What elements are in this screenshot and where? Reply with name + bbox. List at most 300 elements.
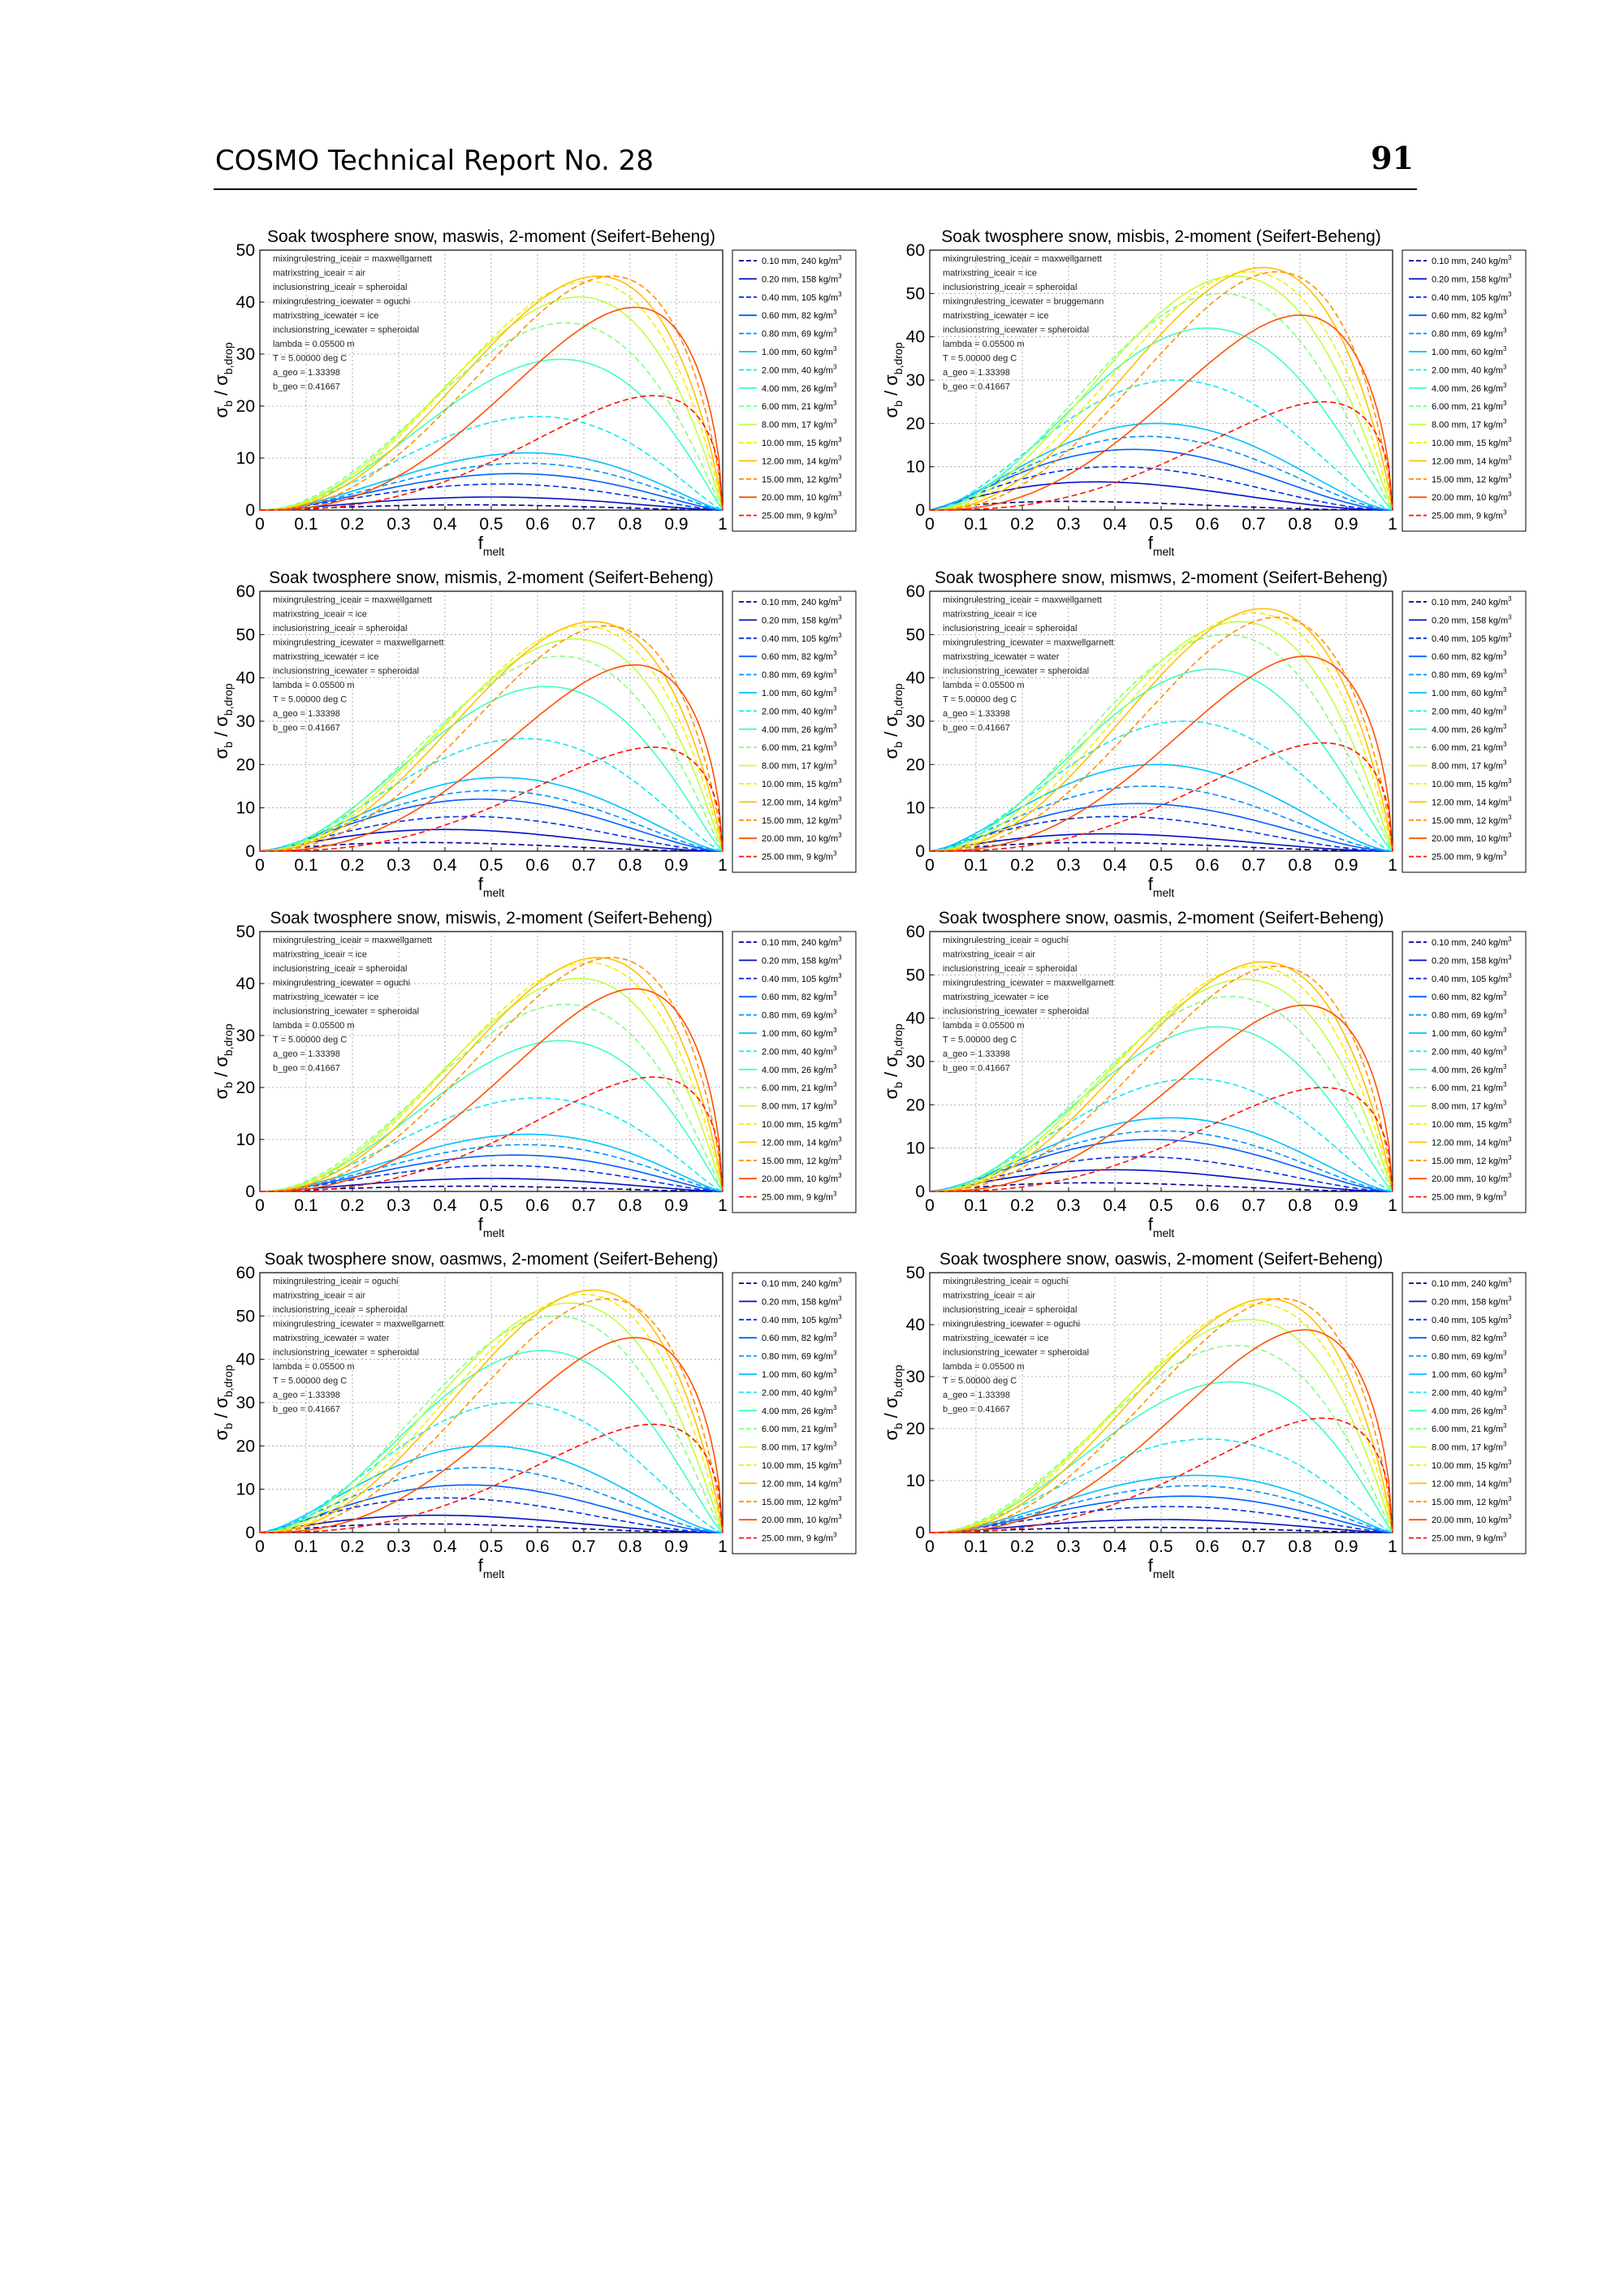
legend-entry-sup: 3 (1503, 381, 1507, 389)
y-axis-label-sub2: b,drop (892, 1364, 905, 1398)
y-tick-label: 20 (905, 1420, 925, 1438)
chart-title: Soak twosphere snow, oaswis, 2-moment (Seifert-Beheng) (939, 1250, 1384, 1269)
legend-entry (1432, 723, 1507, 735)
legend-entry-label: 0.10 mm, 240 kg/m (1432, 938, 1509, 948)
x-tick-label: 0.9 (1334, 856, 1358, 875)
y-tick-label: 10 (235, 449, 255, 468)
x-axis-label-main: f (1147, 533, 1153, 553)
annotation-line: T = 5.00000 deg C (943, 1035, 1017, 1045)
y-axis-label-sub1: b (892, 400, 905, 407)
x-tick-label: 0.5 (479, 856, 503, 875)
y-axis-label-sub1: b (892, 742, 905, 748)
legend-entry (1432, 1009, 1507, 1021)
legend-entry-label: 8.00 mm, 17 kg/m (762, 761, 834, 772)
legend-entry (762, 1081, 837, 1093)
legend-entry (1432, 1441, 1507, 1453)
legend-entry-label: 0.10 mm, 240 kg/m (1432, 257, 1509, 266)
legend-entry (1432, 1118, 1512, 1130)
legend-entry-label: 10.00 mm, 15 kg/m (762, 439, 839, 448)
y-tick-label: 30 (235, 345, 255, 364)
x-tick-label: 1 (1388, 515, 1397, 534)
x-tick-label: 0.5 (479, 515, 503, 534)
legend-entry (1432, 1350, 1507, 1362)
y-axis-label (211, 342, 235, 417)
legend-entry (762, 936, 842, 948)
legend-entry (1432, 509, 1507, 521)
legend-entry-label: 8.00 mm, 17 kg/m (1432, 761, 1504, 772)
legend-entry (1432, 704, 1507, 716)
legend-entry-sup: 3 (838, 1172, 842, 1180)
legend-entry-label: 0.60 mm, 82 kg/m (1432, 992, 1504, 1003)
legend-entry-sup: 3 (838, 472, 842, 480)
legend-entry (762, 795, 842, 807)
page-number: 91 (1371, 140, 1414, 176)
x-tick-label: 1 (718, 1537, 728, 1556)
legend-entry-sup: 3 (838, 795, 842, 803)
legend-entry-label: 2.00 mm, 40 kg/m (1432, 1047, 1504, 1057)
x-tick-label: 0.8 (618, 856, 642, 875)
y-tick-label: 0 (245, 501, 255, 520)
x-tick-label: 0 (925, 1196, 935, 1215)
legend-entry-label: 6.00 mm, 21 kg/m (762, 402, 834, 413)
legend-entry (1432, 473, 1512, 485)
legend-entry (1432, 1313, 1512, 1325)
x-tick-label: 0.6 (1195, 856, 1220, 875)
legend-entry (1432, 1027, 1507, 1039)
x-tick-label: 0.1 (964, 1196, 988, 1215)
annotation-line: matrixstring_icewater = ice (943, 311, 1049, 321)
legend-entry-label: 0.80 mm, 69 kg/m (762, 1351, 834, 1362)
y-tick-label: 50 (235, 923, 255, 941)
x-tick-label: 0.8 (1288, 856, 1312, 875)
legend-entry-sup: 3 (833, 326, 837, 335)
y-tick-label: 10 (235, 1480, 255, 1499)
legend (1402, 250, 1526, 531)
legend-entry (762, 850, 837, 863)
y-tick-label: 50 (235, 1307, 255, 1326)
legend-entry (1432, 1422, 1507, 1434)
legend (732, 1273, 856, 1554)
annotation-line: mixingrulestring_iceair = maxwellgarnett (273, 936, 432, 945)
legend-entry-label: 6.00 mm, 21 kg/m (762, 1083, 834, 1094)
legend-entry-sup: 3 (833, 722, 837, 730)
y-axis-label-sigma: σ (211, 1429, 231, 1441)
annotation-line: matrixstring_icewater = ice (943, 992, 1049, 1002)
x-tick-label: 1 (1388, 1537, 1397, 1556)
x-tick-label: 0.4 (433, 515, 457, 534)
legend-entry-label: 20.00 mm, 10 kg/m (1432, 493, 1509, 504)
y-axis-label-sigma: σ (211, 1087, 231, 1100)
legend-entry (762, 1118, 842, 1130)
legend-entry-sup: 3 (1508, 777, 1512, 785)
legend-entry (1432, 327, 1507, 339)
y-tick-label: 0 (245, 1524, 255, 1542)
legend-entry-label: 2.00 mm, 40 kg/m (762, 707, 834, 717)
legend-entry (762, 1350, 837, 1362)
legend-entry-label: 25.00 mm, 9 kg/m (1432, 1192, 1504, 1203)
chart-panel-4 (881, 559, 1547, 900)
legend-entry-sup: 3 (1503, 686, 1507, 694)
y-axis-label-mid: / σ (211, 374, 231, 401)
legend-entry-sup: 3 (1503, 1062, 1507, 1070)
annotation-line: inclusionstring_iceair = spheroidal (273, 283, 408, 292)
annotation-line: lambda = 0.05500 m (273, 1362, 355, 1372)
legend-entry-label: 4.00 mm, 26 kg/m (1432, 383, 1504, 394)
x-tick-label: 1 (718, 1196, 728, 1215)
x-tick-label: 0.4 (1103, 515, 1127, 534)
x-axis-label-main: f (477, 533, 483, 553)
legend-entry (1432, 686, 1507, 698)
chart-panel-3 (211, 559, 877, 900)
legend-entry-sup: 3 (833, 309, 837, 317)
legend-entry (762, 1295, 842, 1307)
legend-entry (762, 1404, 837, 1416)
legend-entry (762, 1532, 837, 1544)
chart-title: Soak twosphere snow, mismws, 2-moment (Seifert-Beheng) (935, 569, 1388, 587)
legend-entry-label: 20.00 mm, 10 kg/m (762, 834, 839, 845)
legend-entry-label: 15.00 mm, 12 kg/m (1432, 1497, 1509, 1507)
annotation-line: matrixstring_iceair = air (273, 268, 366, 279)
annotation-line: matrixstring_iceair = air (943, 949, 1036, 960)
legend-entry (762, 254, 842, 266)
x-tick-label: 0.3 (1056, 1196, 1081, 1215)
annotation-line: a_geo = 1.33398 (273, 368, 340, 378)
x-tick-label: 0.1 (294, 515, 318, 534)
legend-entry-sup: 3 (833, 850, 837, 858)
legend-entry-sup: 3 (838, 491, 842, 499)
legend-entry-sup: 3 (1508, 1477, 1512, 1485)
legend-entry-label: 15.00 mm, 12 kg/m (762, 1497, 839, 1507)
y-axis-label (881, 342, 905, 417)
legend-entry-sup: 3 (833, 1099, 837, 1107)
x-tick-label: 0.6 (525, 856, 550, 875)
annotation-line: mixingrulestring_icewater = oguchi (943, 1319, 1081, 1330)
legend-entry-sup: 3 (1508, 1277, 1512, 1284)
legend-entry-label: 12.00 mm, 14 kg/m (762, 456, 839, 467)
y-tick-label: 30 (905, 371, 925, 390)
y-tick-label: 40 (905, 1009, 925, 1028)
legend-entry-sup: 3 (838, 1494, 842, 1503)
legend (1402, 591, 1526, 872)
y-tick-label: 20 (235, 1079, 255, 1097)
legend-entry (762, 595, 842, 608)
y-tick-label: 10 (235, 798, 255, 818)
x-tick-label: 0.6 (1195, 515, 1220, 534)
report-title: COSMO Technical Report No. 28 (215, 145, 654, 177)
annotation-line: inclusionstring_iceair = spheroidal (943, 1305, 1078, 1315)
legend-entry-label: 0.40 mm, 105 kg/m (1432, 633, 1509, 644)
y-axis-label-sub2: b,drop (222, 683, 235, 716)
legend-entry-sup: 3 (833, 1331, 837, 1339)
annotation-line: a_geo = 1.33398 (943, 1390, 1010, 1400)
legend-entry-sup: 3 (1508, 613, 1512, 621)
annotation-line: mixingrulestring_icewater = oguchi (273, 978, 411, 988)
legend-entry-sup: 3 (833, 704, 837, 712)
x-tick-label: 0.5 (479, 1196, 503, 1215)
legend-entry (762, 953, 842, 966)
legend-entry-label: 10.00 mm, 15 kg/m (1432, 1461, 1509, 1471)
chart-panel-8 (881, 1240, 1547, 1581)
legend-entry-sup: 3 (1508, 1513, 1512, 1521)
x-axis-label-sub: melt (1152, 1567, 1175, 1580)
legend-entry (1432, 850, 1507, 863)
annotation-line: mixingrulestring_iceair = maxwellgarnett (943, 254, 1102, 264)
y-axis-label-sub2: b,drop (892, 342, 905, 375)
y-tick-label: 40 (905, 1316, 925, 1334)
x-tick-label: 0.3 (387, 515, 411, 534)
x-tick-label: 0.1 (294, 1537, 318, 1556)
legend-entry-label: 15.00 mm, 12 kg/m (762, 1156, 839, 1166)
x-tick-label: 0 (255, 856, 265, 875)
legend-entry-label: 15.00 mm, 12 kg/m (762, 474, 839, 485)
annotation-line: mixingrulestring_iceair = oguchi (273, 1277, 399, 1286)
y-tick-label: 0 (245, 842, 255, 861)
legend-entry-label: 1.00 mm, 60 kg/m (1432, 1370, 1504, 1380)
legend-entry-label: 6.00 mm, 21 kg/m (1432, 1425, 1504, 1435)
legend-entry-label: 4.00 mm, 26 kg/m (762, 1065, 834, 1075)
x-tick-label: 0 (925, 515, 935, 534)
x-axis-label-main: f (477, 1214, 483, 1234)
legend-entry-label: 12.00 mm, 14 kg/m (1432, 1138, 1509, 1148)
legend-entry-label: 0.20 mm, 158 kg/m (762, 956, 839, 966)
legend-entry-sup: 3 (833, 1349, 837, 1357)
x-axis-label-sub: melt (482, 1567, 505, 1580)
legend-entry-sup: 3 (1508, 795, 1512, 803)
y-axis-label-sub2: b,drop (892, 1023, 905, 1057)
x-tick-label: 0.5 (1149, 856, 1173, 875)
x-axis-label-sub: melt (482, 1226, 505, 1239)
legend-entry (762, 1441, 837, 1453)
x-axis-label-sub: melt (1152, 1226, 1175, 1239)
legend-entry (1432, 595, 1512, 608)
x-tick-label: 0.4 (1103, 1537, 1127, 1556)
x-tick-label: 0.6 (1195, 1537, 1220, 1556)
annotation-line: lambda = 0.05500 m (943, 339, 1025, 349)
y-tick-label: 10 (905, 1139, 925, 1158)
legend-entry (1432, 668, 1507, 681)
legend-entry-label: 25.00 mm, 9 kg/m (1432, 852, 1504, 863)
legend-entry-label: 0.40 mm, 105 kg/m (1432, 974, 1509, 984)
x-tick-label: 0.7 (1242, 1537, 1266, 1556)
y-tick-label: 40 (235, 668, 255, 688)
legend-entry-label: 6.00 mm, 21 kg/m (1432, 402, 1504, 413)
legend-entry (762, 473, 842, 485)
legend-entry-label: 0.80 mm, 69 kg/m (1432, 1010, 1504, 1021)
legend-entry-label: 4.00 mm, 26 kg/m (762, 724, 834, 735)
legend-entry-label: 0.60 mm, 82 kg/m (1432, 1334, 1504, 1344)
legend-entry-label: 2.00 mm, 40 kg/m (762, 1388, 834, 1399)
legend-entry-sup: 3 (833, 1081, 837, 1089)
legend-entry-sup: 3 (1503, 1081, 1507, 1089)
y-axis-label-sub2: b,drop (892, 683, 905, 716)
legend-entry-sup: 3 (838, 953, 842, 962)
chart-panel-1 (211, 218, 877, 559)
legend-entry (1432, 972, 1512, 984)
legend-entry-label: 2.00 mm, 40 kg/m (1432, 707, 1504, 717)
legend-entry-label: 10.00 mm, 15 kg/m (762, 1120, 839, 1130)
legend-entry (762, 741, 837, 753)
legend-entry (762, 1063, 837, 1075)
y-tick-label: 50 (235, 625, 255, 645)
legend-entry-sup: 3 (838, 1513, 842, 1521)
legend-entry (1432, 777, 1512, 789)
legend-entry-label: 10.00 mm, 15 kg/m (1432, 1120, 1509, 1130)
x-tick-label: 0.8 (1288, 515, 1312, 534)
legend-entry (1432, 936, 1512, 948)
legend-entry (1432, 436, 1512, 448)
legend-entry-sup: 3 (833, 686, 837, 694)
legend-entry-sup: 3 (1508, 1135, 1512, 1144)
annotation-line: mixingrulestring_iceair = oguchi (943, 1277, 1069, 1286)
chart-title: Soak twosphere snow, oasmis, 2-moment (Seifert-Beheng) (938, 909, 1384, 927)
legend-entry-sup: 3 (833, 381, 837, 389)
legend-entry (762, 1191, 837, 1203)
legend-entry (1432, 613, 1512, 625)
legend-entry-label: 20.00 mm, 10 kg/m (1432, 1516, 1509, 1526)
legend-entry-sup: 3 (833, 400, 837, 408)
legend-entry-label: 20.00 mm, 10 kg/m (762, 1174, 839, 1185)
annotation-line: inclusionstring_icewater = spheroidal (943, 666, 1090, 677)
legend-entry (762, 1495, 842, 1507)
legend-entry-sup: 3 (838, 254, 842, 262)
x-tick-label: 1 (718, 856, 728, 875)
x-tick-label: 0 (255, 1196, 265, 1215)
legend-entry-sup: 3 (1503, 650, 1507, 658)
legend-entry-label: 0.10 mm, 240 kg/m (762, 598, 839, 608)
x-tick-label: 0.8 (618, 1196, 642, 1215)
chart-title: Soak twosphere snow, miswis, 2-moment (Seifert-Beheng) (270, 909, 713, 927)
y-axis-label-sub1: b (222, 400, 235, 407)
legend-entry-sup: 3 (1503, 345, 1507, 352)
annotation-line: matrixstring_iceair = ice (943, 609, 1037, 620)
x-tick-label: 0.9 (1334, 1537, 1358, 1556)
x-tick-label: 0.5 (1149, 1196, 1173, 1215)
legend (732, 250, 856, 531)
legend-entry-label: 25.00 mm, 9 kg/m (1432, 1533, 1504, 1544)
legend-entry-sup: 3 (838, 272, 842, 280)
annotation-line: b_geo = 0.41667 (943, 723, 1010, 733)
annotation-line: inclusionstring_iceair = spheroidal (943, 964, 1078, 974)
x-tick-label: 1 (1388, 1196, 1397, 1215)
legend-entry-label: 0.10 mm, 240 kg/m (1432, 1279, 1509, 1289)
legend-entry (1432, 759, 1507, 772)
legend-entry (1432, 1081, 1507, 1093)
y-axis-label-sigma: σ (211, 747, 231, 759)
legend-entry-label: 0.10 mm, 240 kg/m (762, 1279, 839, 1289)
y-tick-label: 0 (915, 842, 925, 861)
x-tick-label: 0.6 (525, 515, 550, 534)
legend-entry-sup: 3 (1503, 722, 1507, 730)
legend-entry (762, 1135, 842, 1148)
legend-entry-sup: 3 (1508, 631, 1512, 639)
x-tick-label: 0 (925, 1537, 935, 1556)
x-tick-label: 0.9 (664, 1196, 689, 1215)
legend-entry-sup: 3 (838, 631, 842, 639)
y-tick-label: 20 (905, 755, 925, 775)
y-tick-label: 40 (905, 668, 925, 688)
legend-entry (762, 1368, 837, 1380)
y-axis-label-mid: / σ (881, 716, 901, 742)
legend-entry-label: 25.00 mm, 9 kg/m (762, 1192, 834, 1203)
legend-entry (762, 363, 837, 375)
y-axis-label-sigma: σ (881, 1429, 901, 1441)
legend-entry-sup: 3 (1503, 759, 1507, 767)
x-tick-label: 0.7 (1242, 856, 1266, 875)
legend-entry (1432, 1532, 1507, 1544)
legend-entry-label: 15.00 mm, 12 kg/m (762, 815, 839, 826)
legend-entry-label: 6.00 mm, 21 kg/m (762, 1425, 834, 1435)
legend-entry (1432, 491, 1512, 503)
annotation-line: lambda = 0.05500 m (273, 681, 355, 690)
legend-entry (762, 1513, 842, 1525)
legend-entry-label: 0.40 mm, 105 kg/m (1432, 292, 1509, 303)
legend-entry (1432, 1191, 1507, 1203)
legend-entry (762, 1277, 842, 1289)
annotation-line: b_geo = 0.41667 (943, 1404, 1010, 1415)
legend-entry-sup: 3 (833, 345, 837, 352)
legend-entry-sup: 3 (1503, 400, 1507, 408)
y-tick-label: 60 (905, 241, 925, 260)
legend-entry (1432, 1277, 1512, 1289)
annotation-line: lambda = 0.05500 m (273, 339, 355, 349)
y-tick-label: 60 (235, 582, 255, 601)
legend-entry (1432, 454, 1512, 466)
annotation-line: matrixstring_icewater = water (943, 652, 1060, 662)
legend-entry (762, 1422, 837, 1434)
annotation-line: T = 5.00000 deg C (943, 694, 1017, 705)
legend-entry-sup: 3 (838, 1477, 842, 1485)
legend-entry-sup: 3 (1503, 1531, 1507, 1539)
legend-entry-sup: 3 (1503, 1331, 1507, 1339)
legend-entry-sup: 3 (833, 741, 837, 749)
legend-entry-label: 0.60 mm, 82 kg/m (762, 1334, 834, 1344)
x-axis-label-sub: melt (1152, 886, 1175, 899)
y-tick-label: 20 (235, 397, 255, 416)
y-tick-label: 30 (905, 712, 925, 731)
legend-entry-label: 4.00 mm, 26 kg/m (1432, 724, 1504, 735)
annotation-line: matrixstring_iceair = air (273, 1291, 366, 1301)
legend-entry-label: 2.00 mm, 40 kg/m (1432, 365, 1504, 376)
x-tick-label: 0.4 (433, 856, 457, 875)
legend-entry-label: 10.00 mm, 15 kg/m (1432, 439, 1509, 448)
legend-entry-label: 12.00 mm, 14 kg/m (1432, 456, 1509, 467)
annotation-line: b_geo = 0.41667 (943, 382, 1010, 392)
x-tick-label: 0.4 (433, 1196, 457, 1215)
legend-entry-label: 0.40 mm, 105 kg/m (762, 974, 839, 984)
legend-entry-label: 12.00 mm, 14 kg/m (762, 1138, 839, 1148)
x-tick-label: 1 (1388, 856, 1397, 875)
legend-entry (1432, 990, 1507, 1002)
annotation-line: mixingrulestring_icewater = oguchi (273, 296, 411, 307)
legend-entry (762, 436, 842, 448)
legend-entry-sup: 3 (1503, 850, 1507, 858)
x-tick-label: 0.4 (1103, 856, 1127, 875)
legend-entry-sup: 3 (1503, 363, 1507, 371)
annotation-line: T = 5.00000 deg C (943, 1376, 1017, 1386)
x-axis-label-sub: melt (482, 886, 505, 899)
legend-entry-label: 0.60 mm, 82 kg/m (1432, 652, 1504, 663)
legend-entry-label: 0.60 mm, 82 kg/m (762, 992, 834, 1003)
legend-entry (762, 309, 837, 321)
annotation-line: mixingrulestring_icewater = bruggemann (943, 296, 1104, 307)
legend-entry-sup: 3 (1503, 1403, 1507, 1412)
legend-entry-sup: 3 (838, 777, 842, 785)
legend-entry (1432, 363, 1507, 375)
legend-entry-sup: 3 (833, 650, 837, 658)
legend-entry (762, 972, 842, 984)
x-tick-label: 0.9 (1334, 1196, 1358, 1215)
legend-entry (1432, 272, 1512, 284)
